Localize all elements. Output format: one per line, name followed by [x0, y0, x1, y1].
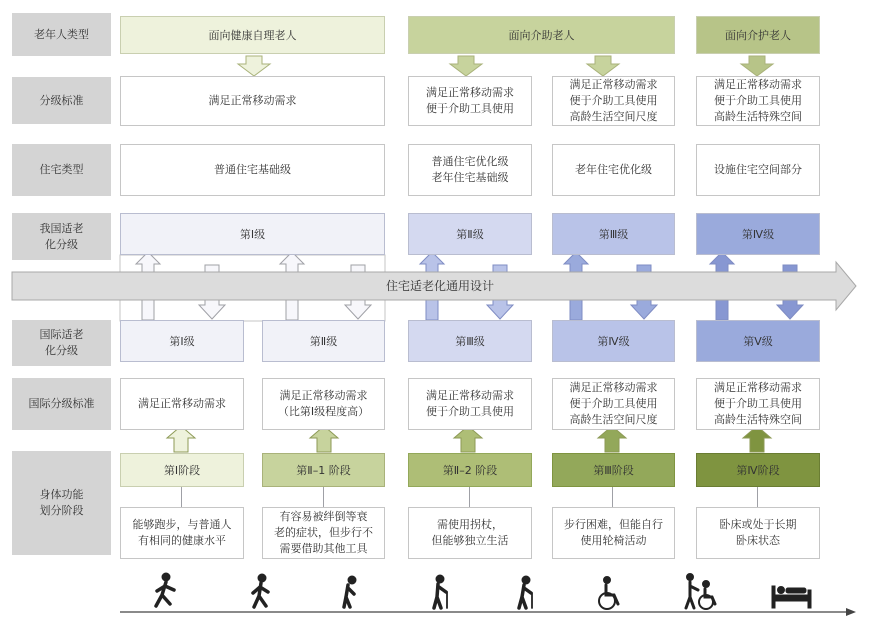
intl-level-3: 第Ⅲ级: [408, 320, 532, 362]
cn-level-4: 第Ⅳ级: [696, 213, 820, 255]
row-label-intl-standard: 国际分级标准: [12, 378, 111, 430]
stage-connector-1: [181, 487, 182, 507]
running-person-icon: [156, 573, 174, 606]
intl-standard-5: 满足正常移动需求 便于介助工具使用 高龄生活特殊空间: [696, 378, 820, 430]
stage-connector-5: [757, 487, 758, 507]
stage-desc-5: 卧床或处于长期 卧床状态: [696, 507, 820, 559]
stage-connector-3: [469, 487, 470, 507]
cn-level-1: 第Ⅰ级: [120, 213, 385, 255]
intl-level-4: 第Ⅳ级: [552, 320, 675, 362]
down-arrow-nursing: [741, 56, 773, 76]
intl-standard-1: 满足正常移动需求: [120, 378, 244, 430]
grading-healthy: 满足正常移动需求: [120, 76, 385, 126]
stage-desc-2: 有容易被绊倒等衰 老的症状，但步行不 需要借助其他工具: [262, 507, 385, 559]
row-label-elderly-type: 老年人类型: [12, 13, 111, 56]
stage-2: 第Ⅱ–1 阶段: [262, 453, 385, 487]
stage-3: 第Ⅱ–2 阶段: [408, 453, 532, 487]
row-label-grading-standard: 分级标准: [12, 77, 111, 124]
down-arrow-assisted-a: [450, 56, 482, 76]
timeline-arrowhead: [846, 608, 856, 616]
intl-level-1: 第Ⅰ级: [120, 320, 244, 362]
housing-nursing: 设施住宅空间部分: [696, 144, 820, 196]
stage-connector-2: [323, 487, 324, 507]
intl-standard-3: 满足正常移动需求 便于介助工具使用: [408, 378, 532, 430]
stage-desc-4: 步行困难，但能自行 使用轮椅活动: [552, 507, 675, 559]
housing-assisted-a: 普通住宅优化级 老年住宅基础级: [408, 144, 532, 196]
header-assisted: 面向介助老人: [408, 16, 675, 54]
row-label-intl-grading: 国际适老 化分级: [12, 320, 111, 366]
row-label-cn-grading: 我国适老 化分级: [12, 213, 111, 260]
stage-5: 第Ⅳ阶段: [696, 453, 820, 487]
grading-assisted-b: 满足正常移动需求 便于介助工具使用 高龄生活空间尺度: [552, 76, 675, 126]
intl-level-2: 第Ⅱ级: [262, 320, 385, 362]
intl-standard-2: 满足正常移动需求 （比第Ⅰ级程度高）: [262, 378, 385, 430]
assisted-wheelchair-icon: [686, 574, 715, 610]
grading-assisted-a: 满足正常移动需求 便于介助工具使用: [408, 76, 532, 126]
header-down-arrows: [238, 56, 773, 76]
housing-assisted-b: 老年住宅优化级: [552, 144, 675, 196]
walking-person-icon: [253, 574, 268, 607]
stage-1: 第Ⅰ阶段: [120, 453, 244, 487]
stage-desc-3: 需使用拐杖， 但能够独立生活: [408, 507, 532, 559]
main-arrow-label: 住宅适老化通用设计: [385, 279, 494, 293]
cn-level-3: 第Ⅲ级: [552, 213, 675, 255]
header-healthy: 面向健康自理老人: [120, 16, 385, 54]
stage-4: 第Ⅲ阶段: [552, 453, 675, 487]
wheelchair-icon: [599, 577, 618, 610]
stooped-person-icon: [344, 576, 356, 607]
intl-standard-4: 满足正常移动需求 便于介助工具使用 高龄生活空间尺度: [552, 378, 675, 430]
down-arrow-healthy: [238, 56, 270, 76]
stage-connector-4: [612, 487, 613, 507]
grading-nursing: 满足正常移动需求 便于介助工具使用 高龄生活特殊空间: [696, 76, 820, 126]
header-nursing: 面向介护老人: [696, 16, 820, 54]
person-with-cane-icon-2: [519, 576, 532, 608]
person-with-cane-icon: [434, 575, 447, 608]
housing-healthy: 普通住宅基础级: [120, 144, 385, 196]
row-label-body-function: 身体功能 划分阶段: [12, 451, 111, 555]
bed-icon: [772, 586, 811, 608]
down-arrow-assisted-b: [587, 56, 619, 76]
intl-level-5: 第Ⅴ级: [696, 320, 820, 362]
stage-desc-1: 能够跑步，与普通人 有相同的健康水平: [120, 507, 244, 559]
row-label-housing-type: 住宅类型: [12, 144, 111, 196]
cn-level-2: 第Ⅱ级: [408, 213, 532, 255]
